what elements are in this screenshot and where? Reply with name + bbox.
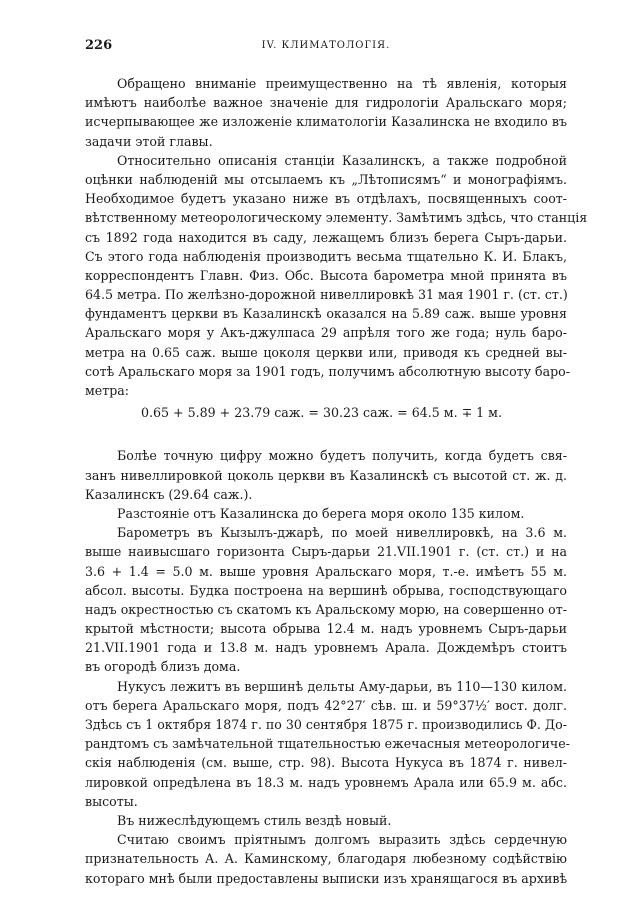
text-line: Казалинскъ (29.64 саж.).	[85, 486, 253, 502]
text-line: Нукусъ лежитъ въ вершинѣ дельты Аму-дарьи, въ 110—130 килом.	[117, 678, 567, 694]
text-line: фундаментъ церкви въ Казалинскѣ оказался на 5.89 саж. выше уровня	[85, 306, 567, 322]
text-line: выше наивысшаго горизонта Сыръ-дарьи 21.VII.1901 г. (ст. ст.) и на	[85, 544, 567, 560]
text-line: корреспондентъ Главн. Физ. Обс. Высота барометра мной принята въ	[85, 267, 567, 283]
text-line: крытой мѣстности; высота обрыва 12.4 м. надъ уровнемъ Сыръ-дарьи	[85, 621, 567, 637]
text-line: Считаю своимъ пріятнымъ долгомъ выразить здѣсь сердечную	[117, 832, 567, 848]
text-line: исчерпывающее же изложеніе климатологіи Казалинска не входило въ	[85, 114, 567, 130]
text-line: въ огородѣ близъ дома.	[85, 659, 241, 675]
body-text	[85, 74, 588, 888]
text-line: Обращено вниманіе преимущественно на тѣ явленія, которыя	[117, 76, 567, 91]
text-line: отъ берега Аральскаго моря, подъ 42°27′ сѣв. ш. и 59°37½′ вост. долг.	[85, 697, 567, 713]
text-line: надъ окрестностью съ скатомъ къ Аральскому морю, на совершенно от-	[85, 601, 567, 617]
text-line: оцѣнки наблюденій мы отсылаемъ къ „Лѣтописямъ“ и монографіямъ.	[85, 171, 567, 187]
text-line: Необходимое будетъ указано ниже въ отдѣлахъ, посвященныхъ соот-	[85, 191, 567, 207]
text-line: Разстояніе отъ Казалинска до берега моря около 135 килом.	[117, 505, 525, 521]
text-line: имѣютъ наиболѣе важное значеніе для гидрологіи Аральскаго моря;	[85, 95, 567, 111]
text-line: метра на 0.65 саж. выше цоколя церкви или, приводя къ средней вы-	[85, 344, 567, 360]
text-line: Аральскаго моря у Акъ-джулпаса 29 апрѣля того же года; нуль баро-	[85, 325, 567, 341]
page-number: 226	[85, 38, 113, 53]
text-line: 21.VII.1901 года и 13.8 м. надъ уровнемъ Арала. Дождемѣръ стоитъ	[85, 640, 567, 656]
text-line: 64.5 метра. По желѣзно-дорожной нивеллировкѣ 31 мая 1901 г. (ст. ст.)	[85, 287, 568, 303]
text-line: Въ нижеслѣдующемъ стиль вездѣ новый.	[117, 812, 392, 828]
text-line: метра:	[85, 383, 130, 398]
text-line: Относительно описанія станціи Казалинскъ, а также подробной	[117, 152, 567, 168]
text-line: Барометръ въ Кызылъ-джарѣ, по моей нивеллировкѣ, на 3.6 м.	[117, 525, 567, 541]
text-line: Болѣе точную цифру можно будетъ получить, когда будетъ свя-	[117, 448, 567, 464]
text-line: задачи этой главы.	[85, 133, 213, 149]
text-line: рандтомъ съ замѣчательной тщательностью ежечасныя метеорологиче-	[85, 736, 570, 752]
page-header	[85, 38, 567, 58]
text-line: Съ этого года наблюденія производитъ весьма тщательно К. И. Блакъ,	[85, 248, 567, 264]
altitude-formula: 0.65 + 5.89 + 23.79 саж. = 30.23 саж. = 64.5 м. ∓ 1 м.	[141, 405, 502, 421]
running-title: IV. КЛИМАТОЛОГІЯ.	[261, 40, 391, 51]
text-line: абсол. высоты. Будка построена на вершинѣ обрыва, господствующаго	[85, 582, 567, 598]
text-line: 3.6 + 1.4 = 5.0 м. выше уровня Аральскаго моря, т.-е. имѣетъ 55 м.	[85, 563, 567, 579]
text-line: лировкой опредѣлена въ 18.3 м. надъ уровнемъ Арала или 65.9 м. абс.	[85, 774, 567, 790]
text-line: съ 1892 года находится въ саду, лежащемъ близъ берега Сыръ-дарьи.	[85, 229, 567, 245]
text-line: вѣтственному метеорологическому элементу. Замѣтимъ здѣсь, что станція	[85, 210, 588, 226]
text-line: высоты.	[85, 793, 138, 809]
text-line: признательность А. А. Каминскому, благодаря любезному содѣйствію	[85, 851, 567, 867]
text-line: сотѣ Аральскаго моря за 1901 годъ, получимъ абсолютную высоту баро-	[85, 363, 571, 379]
text-line: скія наблюденія (см. выше, стр. 98). Высота Нукуса въ 1874 г. нивел-	[85, 755, 567, 771]
text-line: Здѣсь съ 1 октября 1874 г. по 30 сентября 1875 г. производились Ф. До-	[85, 717, 567, 732]
text-line: занъ нивеллировкой цоколь церкви въ Казалинскѣ съ высотой ст. ж. д.	[85, 467, 567, 483]
text-line: котораго мнѣ были предоставлены выписки изъ хранящагося въ архивѣ	[85, 870, 568, 886]
